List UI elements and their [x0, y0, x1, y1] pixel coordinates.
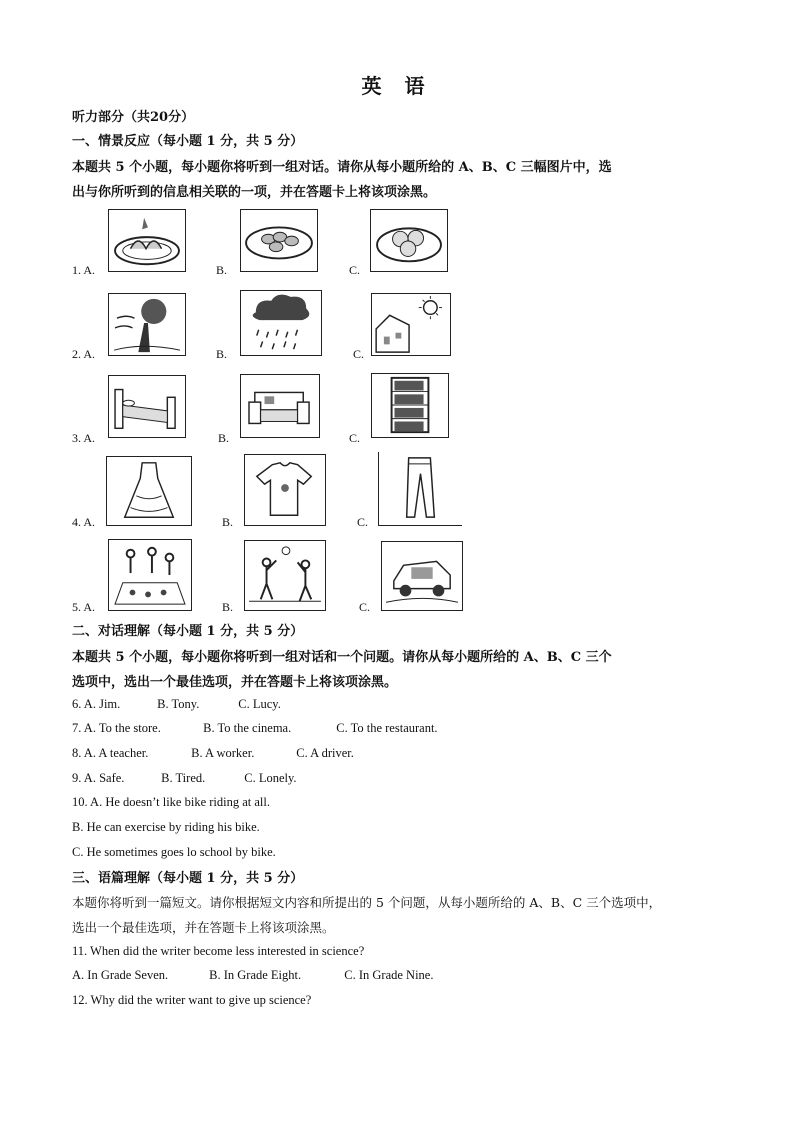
- part1-instruction-2: 出与你所听到的信息相关联的一项，并在答题卡上将该项涂黑。: [72, 185, 437, 200]
- part2-heading: 二、对话理解（每小题 1 分，共 5 分）: [72, 624, 304, 639]
- question-7: [72, 721, 438, 736]
- q5-label-c: C.: [359, 600, 371, 614]
- q11-option-b: B. In Grade Eight.: [209, 968, 302, 982]
- part1-instruction-1: 本题共 5 个小题，每小题你将听到一组对话。请你从每小题所给的 A、B、C 三幅图片中，选: [72, 160, 612, 175]
- q7-option-a: 7. A. To the store.: [72, 721, 161, 735]
- q10-option-a: 10. A. He doesn’t like bike riding at all.: [72, 795, 270, 809]
- part3-heading: 三、语篇理解（每小题 1 分，共 5 分）: [72, 871, 304, 886]
- dumplings-icon: [108, 209, 186, 272]
- q5-label-a: 5. A.: [72, 600, 96, 614]
- q1-label-b: B.: [216, 263, 228, 277]
- bookcase-icon: [371, 373, 449, 438]
- question-8: [72, 746, 354, 761]
- part3-instruction-1: 本题你将听到一篇短文。请你根据短文内容和所提出的 5 个问题，从每小题所给的 A、B、C 三个选项中，: [72, 895, 662, 910]
- page-title: 英 语: [361, 74, 433, 98]
- q7-option-c: C. To the restaurant.: [336, 721, 438, 735]
- q2-label-c: C.: [353, 347, 365, 361]
- q3-label-a: 3. A.: [72, 431, 96, 445]
- q2-label-a: 2. A.: [72, 347, 96, 361]
- part2-instruction-1: 本题共 5 个小题，每小题你将听到一组对话和一个问题。请你从每小题所给的 A、B、C 三个: [72, 650, 612, 665]
- sunny-house-icon: [371, 293, 451, 356]
- part2-instruction-2: 选项中，选出一个最佳选项，并在答题卡上将该项涂黑。: [72, 675, 398, 690]
- question-9: [72, 771, 297, 786]
- q4-label-b: B.: [222, 515, 234, 529]
- q10-option-b: B. He can exercise by riding his bike.: [72, 820, 260, 834]
- trousers-icon: [378, 452, 462, 526]
- q5-label-b: B.: [222, 600, 234, 614]
- sofa-icon: [240, 374, 320, 438]
- q3-label-b: B.: [218, 431, 230, 445]
- q9-option-c: C. Lonely.: [244, 771, 297, 785]
- picnic-icon: [108, 539, 192, 611]
- part3-instruction-2: 选出一个最佳选项，并在答题卡上将该项涂黑。: [72, 920, 335, 935]
- q9-option-b: B. Tired.: [161, 771, 206, 785]
- question-11: 11. When did the writer become less interested in science?: [72, 944, 365, 958]
- q7-option-b: B. To the cinema.: [203, 721, 292, 735]
- bed-icon: [108, 375, 186, 438]
- q2-label-b: B.: [216, 347, 228, 361]
- q4-label-a: 4. A.: [72, 515, 96, 529]
- q11-option-c: C. In Grade Nine.: [344, 968, 434, 982]
- q6-option-b: B. Tony.: [157, 697, 200, 711]
- question-11-options: [72, 968, 433, 983]
- dress-icon: [106, 456, 192, 526]
- part1-heading: 一、情景反应（每小题 1 分，共 5 分）: [72, 134, 304, 149]
- volleyball-icon: [244, 540, 326, 611]
- car-icon: [381, 541, 463, 611]
- q6-option-a: 6. A. Jim.: [72, 697, 121, 711]
- q8-option-b: B. A worker.: [191, 746, 255, 760]
- windy-tree-icon: [108, 293, 186, 356]
- question-12: 12. Why did the writer want to give up science?: [72, 993, 312, 1007]
- rain-cloud-icon: [240, 290, 322, 356]
- q8-option-c: C. A driver.: [296, 746, 354, 760]
- listening-header: 听力部分（共20分）: [72, 110, 195, 125]
- q6-option-c: C. Lucy.: [238, 697, 281, 711]
- q1-label-c: C.: [349, 263, 361, 277]
- buns-icon: [370, 209, 448, 272]
- q1-label-a: 1. A.: [72, 263, 96, 277]
- q11-option-a: A. In Grade Seven.: [72, 968, 169, 982]
- question-6: [72, 697, 281, 712]
- t-shirt-icon: [244, 454, 326, 526]
- q3-label-c: C.: [349, 431, 361, 445]
- q10-option-c: C. He sometimes goes lo school by bike.: [72, 845, 276, 859]
- q9-option-a: 9. A. Safe.: [72, 771, 125, 785]
- q8-option-a: 8. A. A teacher.: [72, 746, 149, 760]
- dish-icon: [240, 209, 318, 272]
- q4-label-c: C.: [357, 515, 369, 529]
